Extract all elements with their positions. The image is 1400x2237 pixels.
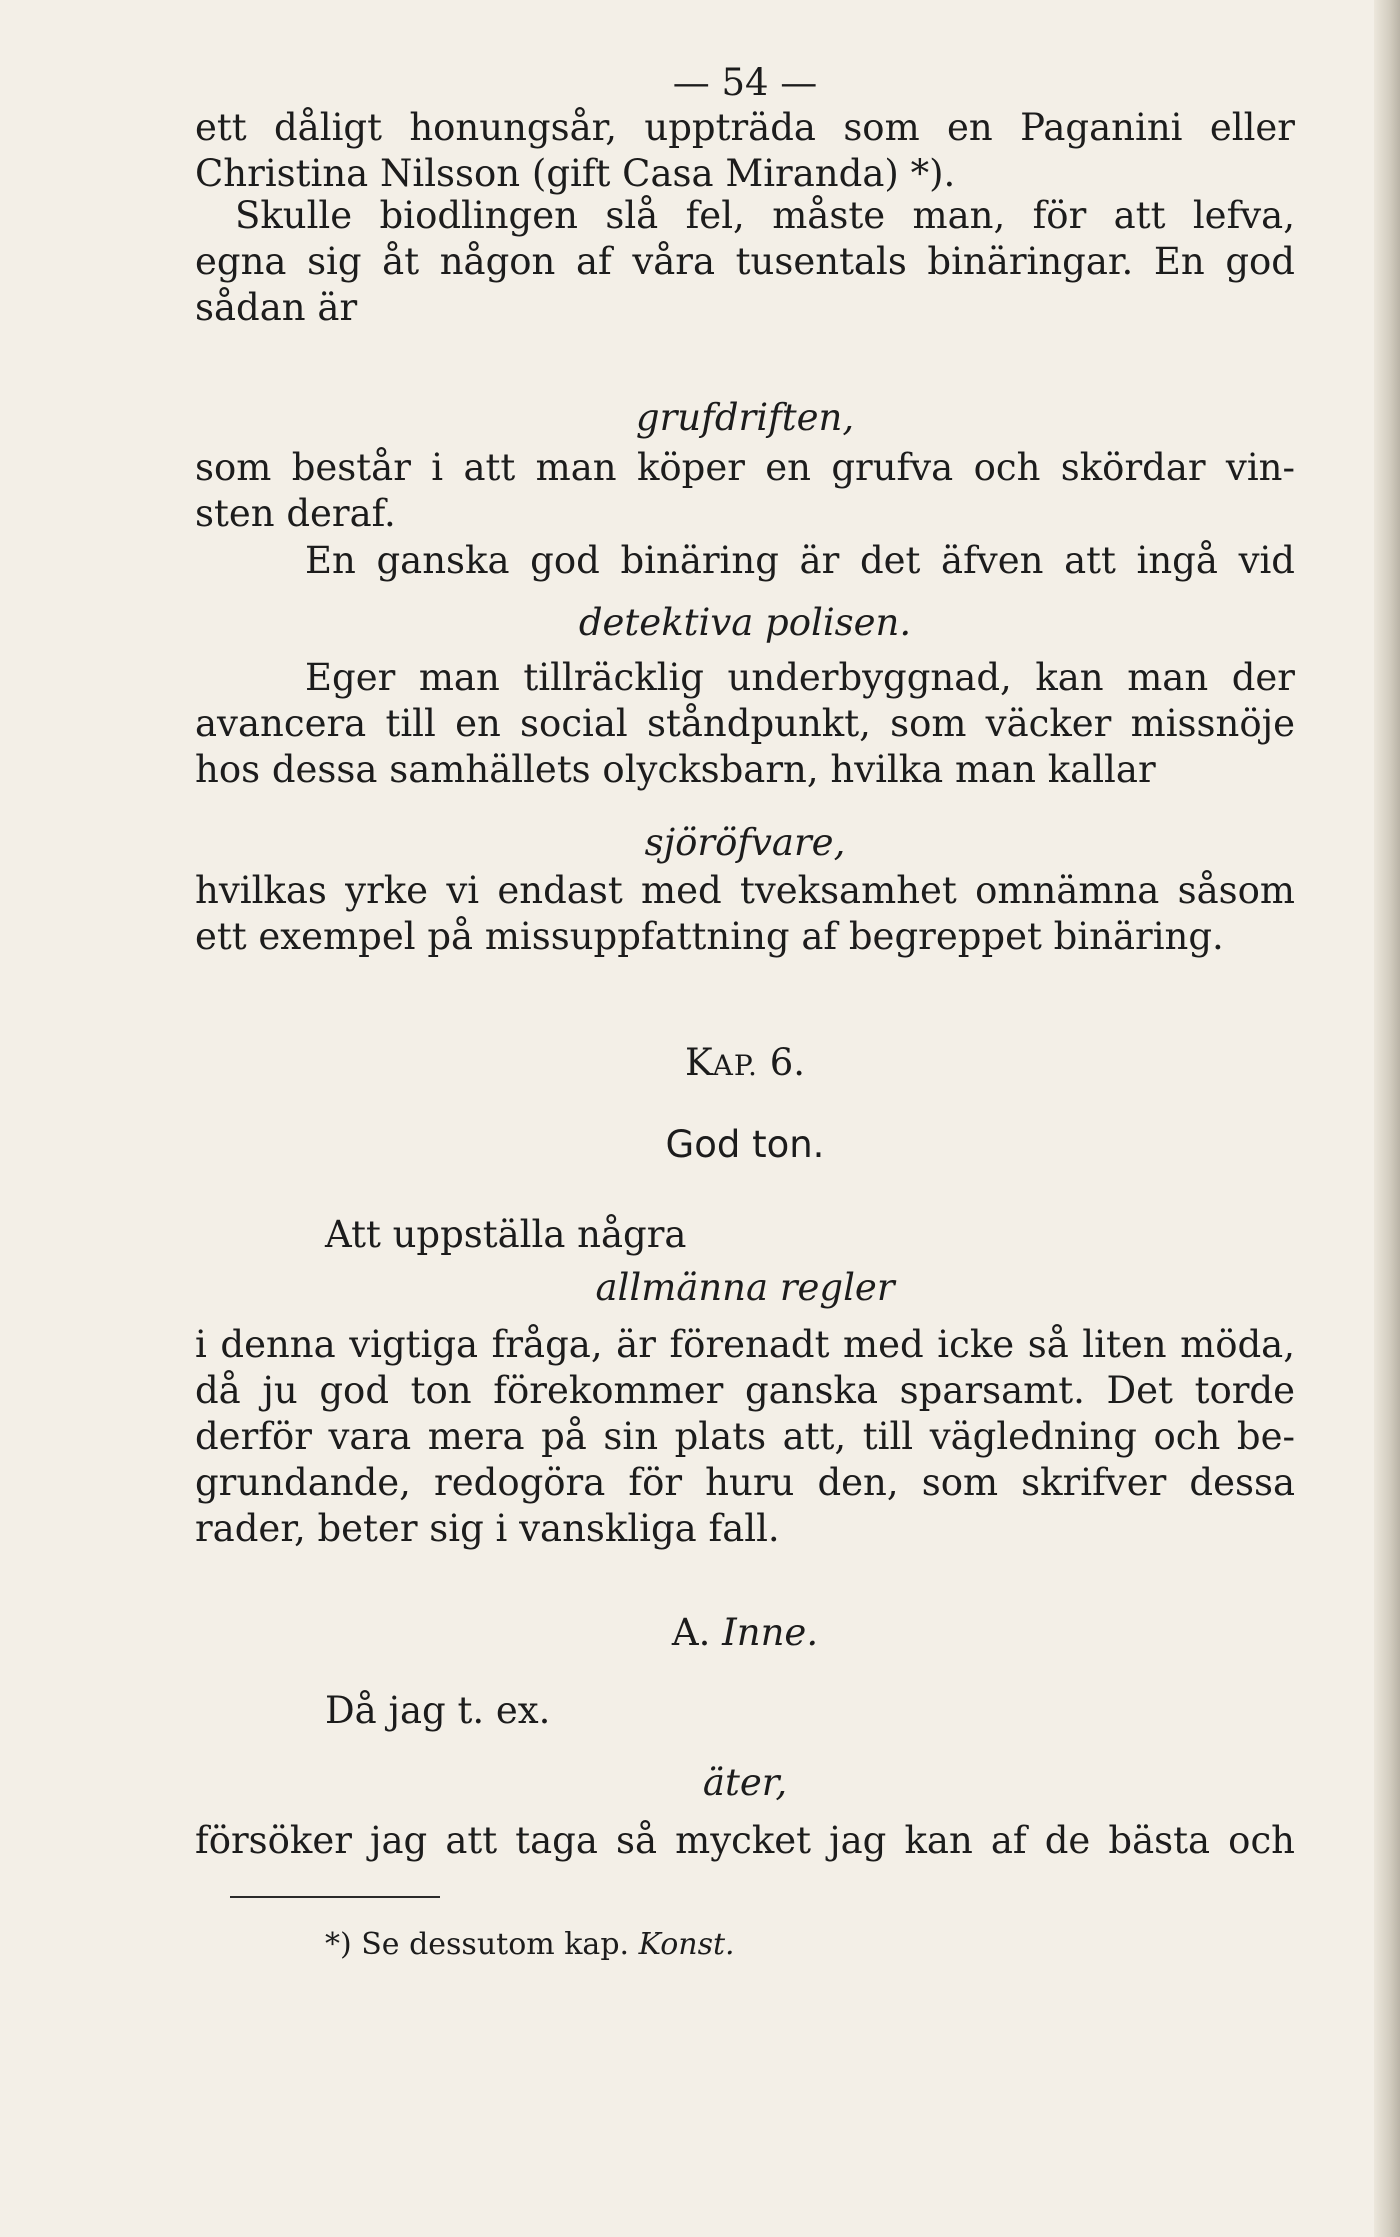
section-title: Inne. <box>722 1611 819 1654</box>
text-line: hos dessa samhällets olycksbarn, hvilka man kallar <box>195 748 1156 791</box>
text-line: Skulle biodlingen slå fel, måste man, för att lefva, <box>235 194 1295 237</box>
text-line: derför vara mera på sin plats att, till vägledning och be- <box>195 1415 1295 1458</box>
text-line: En ganska god binäring är det äfven att ingå vid <box>305 539 1295 582</box>
footnote <box>325 1925 735 1965</box>
page-edge <box>1374 0 1400 2237</box>
chapter-heading <box>195 1040 1295 1089</box>
text-line: då ju god ton förekommer ganska sparsamt. Det torde <box>195 1369 1295 1412</box>
text-line: Att uppställa några <box>325 1213 687 1256</box>
text-line: försöker jag att taga så mycket jag kan af de bästa och <box>195 1819 1295 1862</box>
text-line: avancera till en social ståndpunkt, som väcker missnöje <box>195 702 1295 745</box>
text-line: Eger man tillräcklig underbyggnad, kan man der <box>305 656 1295 699</box>
section-heading <box>195 1610 1295 1656</box>
text-line: Christina Nilsson (gift Casa Miranda) *). <box>195 152 956 195</box>
footnote-text: *) Se dessutom kap. <box>325 1927 630 1962</box>
text-line: ett exempel på missuppfattning af begreppet binäring. <box>195 915 1224 958</box>
term-detektiva-polisen: detektiva polisen. <box>578 601 912 644</box>
text-line: rader, beter sig i vanskliga fall. <box>195 1507 780 1550</box>
text-line: sten deraf. <box>195 492 396 535</box>
text-line: grundande, redogöra för huru den, som skrifver dessa <box>195 1461 1295 1504</box>
text-line: ett dåligt honungsår, uppträda som en Paganini eller <box>195 106 1295 149</box>
term-grufdriften: grufdriften, <box>635 396 855 439</box>
chapter-title: God ton. <box>665 1123 825 1166</box>
chapter-label-initial: K <box>684 1041 713 1084</box>
footnote-rule <box>230 1896 440 1898</box>
text-line: som består i att man köper en grufva och skördar vin- <box>195 446 1295 489</box>
text-line: hvilkas yrke vi endast med tveksamhet omnämna såsom <box>195 869 1295 912</box>
term-sjorofvare: sjöröfvare, <box>644 821 846 864</box>
text-line: Då jag t. ex. <box>325 1689 551 1732</box>
footnote-ref: Konst. <box>638 1927 735 1962</box>
chapter-number: 6. <box>769 1041 806 1084</box>
page-number: — 54 — <box>672 61 818 104</box>
chapter-label-rest: AP. <box>712 1049 758 1082</box>
term-allmanna-regler: allmänna regler <box>595 1266 895 1309</box>
text-line: egna sig åt någon af våra tusentals binäringar. En god <box>195 240 1295 283</box>
text-line: i denna vigtiga fråga, är förenadt med icke så liten möda, <box>195 1323 1295 1366</box>
text-line: sådan är <box>195 286 358 329</box>
section-letter: A. <box>671 1611 711 1654</box>
term-ater: äter, <box>702 1761 788 1804</box>
